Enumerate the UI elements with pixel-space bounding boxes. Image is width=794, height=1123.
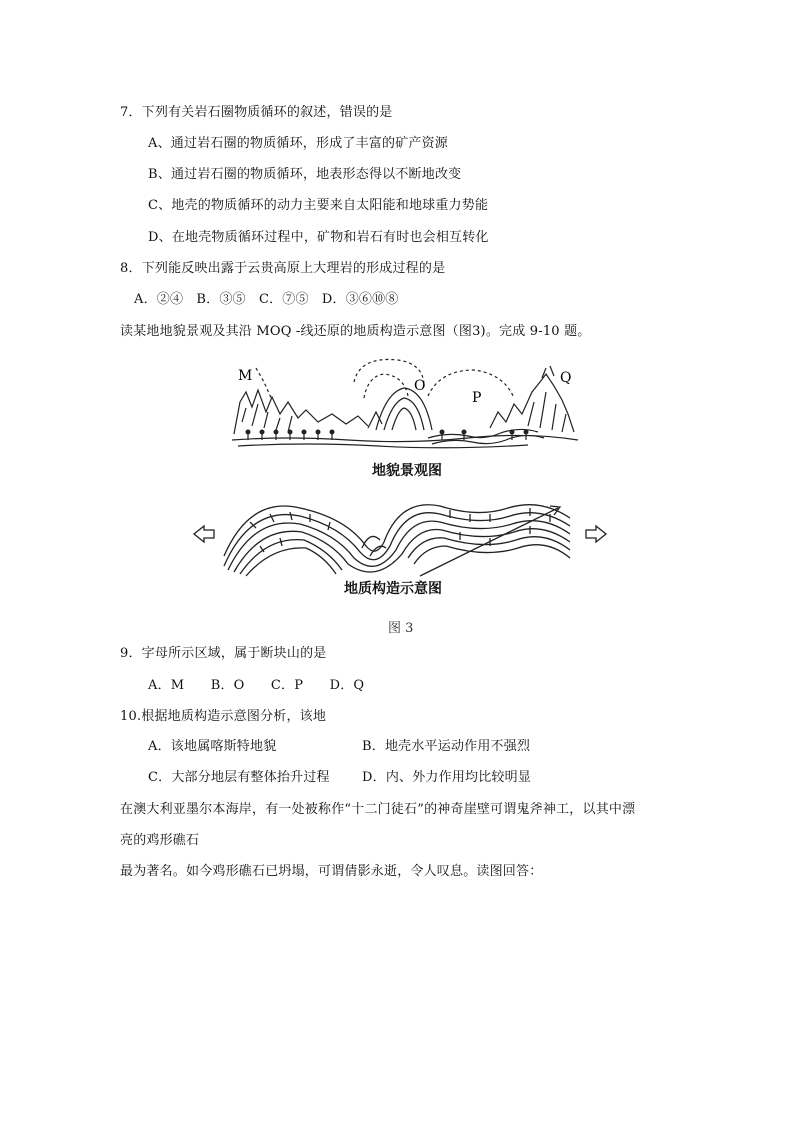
q7-stem: 7．下列有关岩石圈物质循环的叙述，错误的是 [120, 105, 393, 120]
q10-option-b: B．地壳水平运动作用不强烈 [362, 739, 531, 754]
q9-stem: 9．字母所示区域，属于断块山的是 [120, 646, 327, 661]
q9-options: A．M B．O C．P D．Q [148, 678, 365, 693]
q10-option-a: A．该地属喀斯特地貌 [148, 739, 277, 754]
label-m: M [238, 368, 253, 384]
structure-caption: 地质构造示意图 [344, 581, 442, 597]
label-q: Q [560, 370, 572, 386]
passage-line-3: 最为著名。如今鸡形礁石已坍塌，可谓倩影永逝，令人叹息。读图回答： [120, 864, 543, 879]
label-p: P [472, 390, 482, 406]
passage-line-1: 在澳大利亚墨尔本海岸，有一处被称作“十二门徒石”的神奇崖壁可谓鬼斧神工，以其中漂 [120, 802, 636, 817]
label-o: O [414, 378, 426, 394]
q8-options: A．②④ B．③⑤ C．⑦⑤ D．③⑥⑩⑧ [134, 292, 399, 307]
landscape-illustration [228, 352, 580, 452]
q10-option-d: D．内、外力作用均比较明显 [362, 770, 532, 785]
passage-line-2: 亮的鸡形礁石 [120, 833, 200, 848]
q8-stem: 8．下列能反映出露于云贵高原上大理岩的形成过程的是 [120, 261, 446, 276]
intro-9-10: 读某地地貌景观及其沿 MOQ -线还原的地质构造示意图（图3)。完成 9-10 题。 [120, 324, 591, 339]
figure-number: 图 3 [388, 621, 414, 636]
geologic-structure-diagram [190, 486, 610, 578]
q10-option-c: C．大部分地层有整体抬升过程 [148, 770, 330, 785]
q7-option-d: D、在地壳物质循环过程中，矿物和岩石有时也会相互转化 [148, 230, 489, 245]
q7-option-c: C、地壳的物质循环的动力主要来自太阳能和地球重力势能 [148, 198, 489, 213]
landscape-caption: 地貌景观图 [372, 463, 442, 479]
q10-stem: 10.根据地质构造示意图分析，该地 [120, 709, 327, 724]
q7-option-a: A、通过岩石圈的物质循环，形成了丰富的矿产资源 [148, 136, 448, 151]
q7-option-b: B、通过岩石圈的物质循环，地表形态得以不断地改变 [148, 167, 462, 182]
